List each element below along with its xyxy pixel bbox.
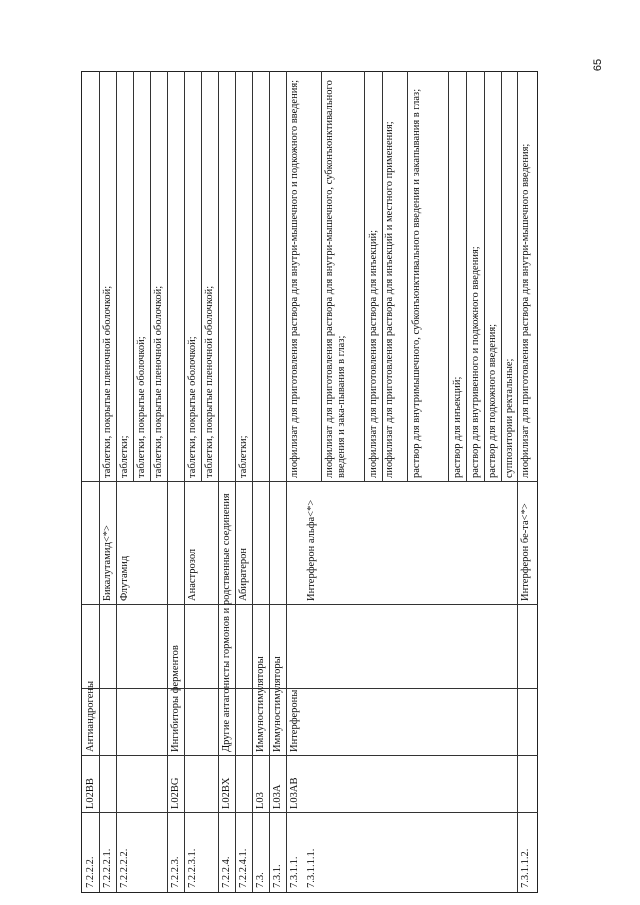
row-atc: L02BX xyxy=(221,777,232,809)
row-form: таблетки, покрытые пленочной оболочкой; xyxy=(153,285,164,478)
row-code: 7.2.2.2. xyxy=(85,856,96,888)
row-form: таблетки, покрытые оболочкой; xyxy=(187,336,198,478)
row-drug: Интерферон альфа<*> xyxy=(306,499,317,601)
row-code: 7.2.2.2.1. xyxy=(102,848,113,888)
row-group: Интерфероны xyxy=(289,689,300,752)
row-form: лиофилизат для приготовления раствора для внутри-мышечного и подкожного введения; xyxy=(289,79,300,478)
row-atc: L02BG xyxy=(170,777,181,809)
row-atc: L03AB xyxy=(289,777,300,809)
row-form: раствор для внутривенного и подкожного введения; xyxy=(470,246,481,478)
row-form: таблетки; xyxy=(238,435,249,478)
row-form: таблетки, покрытые пленочной оболочкой; xyxy=(102,285,113,478)
row-form: суппозитории ректальные; xyxy=(504,358,515,478)
row-code: 7.3.1.1.1. xyxy=(306,848,317,888)
row-code: 7.2.2.4. xyxy=(221,856,232,888)
row-code: 7.3.1.1. xyxy=(289,856,300,888)
row-drug: Интерферон бе-та<*> xyxy=(520,503,531,601)
row-form: раствор для внутримышечного, субконъюнктивального введения и закапывания в глаз; xyxy=(411,88,422,478)
row-group: Другие антагонисты гормонов и родственные соединения xyxy=(221,493,232,752)
row-code: 7.3.1.1.2. xyxy=(520,848,531,888)
row-group: Иммуностимуляторы xyxy=(255,656,266,752)
row-drug: Анастрозол xyxy=(187,548,198,601)
row-atc: L02BB xyxy=(85,778,96,809)
row-form: лиофилизат для приготовления раствора для инъекций и местного применения; xyxy=(384,121,395,478)
row-form: лиофилизат для приготовления раствора для внутри-мышечного, субконъюнктивального введения и зака-пывания в глаз; xyxy=(324,80,347,478)
row-form: таблетки, покрытые оболочкой; xyxy=(136,336,147,478)
row-code: 7.2.2.2.2. xyxy=(119,848,130,888)
row-atc: L03A xyxy=(272,784,283,809)
row-form: раствор для подкожного введения; xyxy=(487,323,498,478)
row-code: 7.2.2.3.1. xyxy=(187,848,198,888)
row-code: 7.3. xyxy=(255,872,266,888)
row-form: таблетки, покрытые пленочной оболочкой; xyxy=(204,285,215,478)
row-form: раствор для инъекций; xyxy=(452,376,463,478)
row-form: таблетки; xyxy=(119,435,130,478)
rotated-table-viewport xyxy=(81,71,538,893)
row-group: Антиандрогены xyxy=(85,680,96,752)
row-code: 7.3.1. xyxy=(272,864,283,888)
drug-table xyxy=(81,71,538,893)
row-atc: L03 xyxy=(255,792,266,809)
row-form: лиофилизат для приготовления раствора для инъекций; xyxy=(368,229,379,478)
row-form: лиофилизат для приготовления раствора для внутри-мышечного введения; xyxy=(520,143,531,478)
row-drug: Бикалутамид<*> xyxy=(102,525,113,601)
page-number: 65 xyxy=(592,58,604,72)
row-code: 7.2.2.4.1. xyxy=(238,848,249,888)
row-drug: Флутамид xyxy=(119,555,130,601)
row-group: Ингибиторы ферментов xyxy=(170,645,181,752)
row-code: 7.2.2.3. xyxy=(170,856,181,888)
row-drug: Абиратерон xyxy=(238,547,249,601)
row-group: Иммуностимуляторы xyxy=(272,656,283,752)
